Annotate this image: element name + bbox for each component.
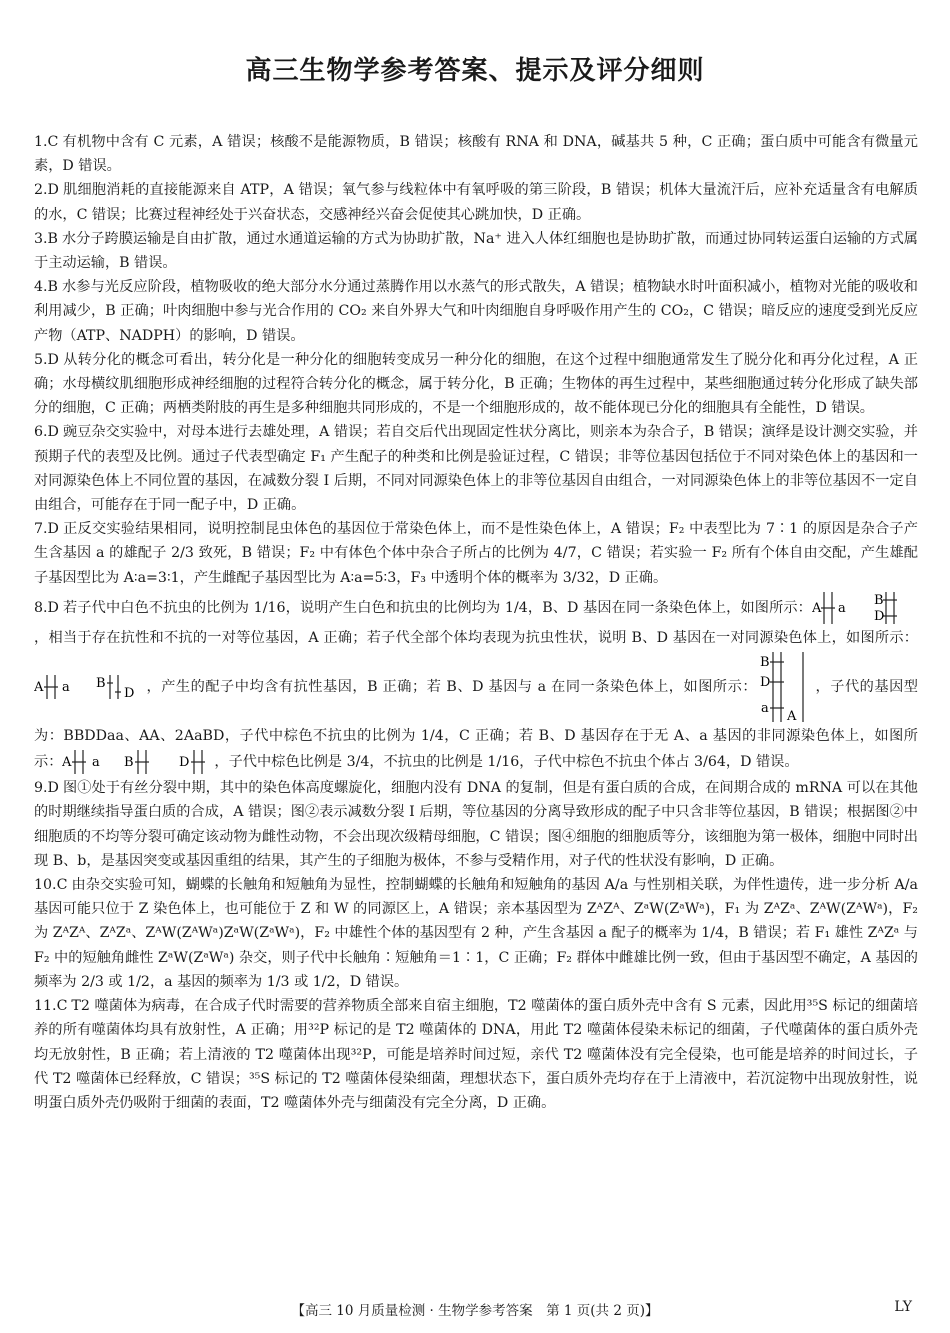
gene-label: B bbox=[874, 592, 884, 608]
answer-text: 从转分化的概念可看出，转分化是一种分化的细胞转变成另一种分化的细胞，在这个过程中细胞通常发生了脱分化和再分化过程，A 正确；水母横纹肌细胞形成神经细胞的过程符合转分化的概念，属于转分化，B 正确；生物体的再生过程中，某些细胞通过转分化形成了缺失部分的细胞，C 正确；两栖类附肢的再生是多种细胞共同形成的，不是一个细胞形成的，故不能体现已分化的细胞具有全能性，D 错误。 bbox=[34, 351, 918, 417]
answer-text: 正反交实验结果相同，说明控制昆虫体色的基因位于常染色体上，而不是性染色体上，A 错误；F₂ 中表型比为 7∶1 的原因是杂合子产生含基因 a 的雄配子 2/3 致死，B 错误；F₂ 中有体色个体中杂合子所占的比例为 4/7，C 错误；若实验一 F₂ 所有个体自由交配，产生雄配子基因型比为 A∶a=3∶1，产生雌配子基因型比为 A∶a=5∶3，F₃ 中透明个体的概率为 3/32，D 正确。 bbox=[34, 521, 918, 586]
gene-label: A bbox=[812, 600, 822, 616]
answer-text: 肌细胞消耗的直接能源来自 ATP，A 错误；氧气参与线粒体中有氧呼吸的第三阶段，B 错误；机体大量流汗后，应补充适量含有电解质的水，C 错误；比赛过程神经处于兴奋状态，交感神经兴奋会促使其心跳加快，D 正确。 bbox=[34, 182, 918, 223]
answer-text: 有机物中含有 C 元素，A 错误；核酸不是能源物质，B 错误；核酸有 RNA 和 DNA，碱基共 5 种，C 正确；蛋白质中可能含有微量元素，D 错误。 bbox=[34, 134, 918, 175]
gene-label: A bbox=[787, 709, 797, 725]
chromosome-diagram-1 bbox=[812, 590, 918, 626]
gene-label: B bbox=[124, 755, 134, 771]
answer-number: 11.C bbox=[34, 998, 68, 1015]
answer-item-11 bbox=[34, 994, 918, 1115]
answer-number: 5.D bbox=[34, 351, 59, 368]
answer-number: 3.B bbox=[34, 230, 58, 247]
answer-text: ，子代的基因型为：BBDDaa、AA、2AaBD，子代中棕色不抗虫的比例为 1/4，C 正确；若 B、D 基因存在于无 A、a 基因的非同源染色体上，如图所示： bbox=[34, 679, 918, 771]
answer-number: 10.C bbox=[34, 877, 68, 894]
answer-item-6 bbox=[34, 420, 918, 517]
answer-item-4 bbox=[34, 275, 918, 348]
chromosome-diagram-2 bbox=[34, 673, 146, 701]
page-code: LY bbox=[894, 1299, 912, 1315]
gene-label: D bbox=[179, 755, 190, 771]
page-title: 高三生物学参考答案、提示及评分细则 bbox=[245, 56, 705, 86]
answer-text: 图①处于有丝分裂中期，其中的染色体高度螺旋化，细胞内没有 DNA 的复制，但是有蛋白质的合成，在间期合成的 mRNA 可以在其他的时期继续指导蛋白质的合成，A 错误；图②表示减数分裂 Ⅰ 后期，等位基因的分离导致形成的配子中只含非等位基因，B 错误；根据图②中细胞质的不均等分裂可确定该动物为雌性动物，不会出现次级精母细胞，C 错误；图④细胞的细胞质等分，该细胞为第一极体，细胞中同时出现 B、b，是基因突变或基因重组的结果，其产生的子细胞为极体，不参与受精作用，对子代的性状没有影响，D 正确。 bbox=[34, 780, 918, 869]
answer-text: 豌豆杂交实验中，对母本进行去雄处理，A 错误；若自交后代出现固定性状分离比，则亲本为杂合子，B 错误；演绎是设计测交实验，并预期子代的表型及比例。通过子代表型确定 F₁ 产生配子的种类和比例是验证过程，C 错误；非等位基因包括位于不同对染色体上的基因和一对同源染色体上不同位置的基因，在减数分裂 Ⅰ 后期，不同对同源染色体上的非等位基因自由组合，一对同源染色体上的非等位基因不一定自由组合，可能存在于同一配子中，D 正确。 bbox=[34, 424, 918, 514]
gene-label: B bbox=[96, 676, 106, 692]
answer-item-2 bbox=[34, 178, 918, 226]
answer-item-9 bbox=[34, 776, 918, 873]
answer-text: 若子代中白色不抗虫的比例为 1/16，说明产生白色和抗虫的比例均为 1/4，B、D 基因在同一条染色体上，如图所示： bbox=[62, 599, 812, 616]
answer-item-5 bbox=[34, 348, 918, 421]
gene-label: a bbox=[92, 755, 101, 771]
answer-item-10 bbox=[34, 873, 918, 994]
answer-number: 8.D bbox=[34, 599, 59, 616]
answer-text: 水参与光反应阶段，植物吸收的绝大部分水分通过蒸腾作用以水蒸气的形式散失，A 错误；植物缺水时叶面积减小，植物对光能的吸收和利用减少，B 正确；叶肉细胞中参与光合作用的 CO₂ 来自外界大气和叶肉细胞自身呼吸作用产生的 CO₂，C 错误；暗反应的速度受到光反应产物（ATP、NADPH）的影响，D 错误。 bbox=[34, 279, 918, 344]
answer-text: 水分子跨膜运输是自由扩散，通过水通道运输的方式为协助扩散，Na⁺ 进入人体红细胞也是协助扩散，而通过协同转运蛋白运输的方式属于主动运输，B 错误。 bbox=[34, 230, 918, 272]
answer-number: 1.C bbox=[34, 134, 59, 150]
answer-list bbox=[34, 130, 918, 1115]
answer-item-8 bbox=[34, 590, 918, 776]
gene-label: A bbox=[34, 680, 44, 696]
gene-label: D bbox=[874, 608, 885, 624]
page-footer: 【高三 10 月质量检测 · 生物学参考答案 第 1 页(共 2 页)】 bbox=[291, 1303, 659, 1319]
answer-number: 4.B bbox=[34, 279, 58, 296]
gene-label: a bbox=[62, 680, 70, 696]
answer-text: 由杂交实验可知，蝴蝶的长触角和短触角为显性，控制蝴蝶的长触角和短触角的基因 A/a 与性别相关联，为伴性遗传，进一步分析 A/a 基因可能只位于 Z 染色体上，也可能位于 Z 和 W 的同源区上，A 错误；亲本基因型为 ZᴬZᴬ、ZᵃW(ZᵃWᵃ)，F₁ 为 ZᴬZᵃ、ZᴬW(ZᴬWᵃ)，F₂ 为 ZᴬZᴬ、ZᴬZᵃ、ZᴬW(ZᴬWᵃ)ZᵃW(ZᵃWᵃ)，F₂ 中雄性个体的基因型有 2 种，产生含基因 a 配子的概率为 1/4，B 错误；若 F₁ 雄性 ZᴬZᵃ 与 F₂ 中的短触角雌性 ZᵃW(ZᵃWᵃ) 杂交，则子代中长触角∶短触角＝1∶1，C 正确；F₂ 群体中雌雄比例一致，但由于基因型不确定，A 基因的频率为 2/3 或 1/2，a 基因的频率为 1/3 或 1/2，D 错误。 bbox=[34, 877, 918, 990]
gene-label: a bbox=[761, 701, 769, 717]
answer-number: 7.D bbox=[34, 521, 59, 538]
answer-item-7 bbox=[34, 517, 918, 590]
answer-text: ，子代中棕色比例是 3/4，不抗虫的比例是 1/16，子代中棕色不抗虫个体占 3/64，D 错误。 bbox=[214, 754, 799, 771]
gene-label: a bbox=[838, 600, 846, 616]
answer-text: T2 噬菌体为病毒，在合成子代时需要的营养物质全部来自宿主细胞，T2 噬菌体的蛋白质外壳中含有 S 元素，因此用³⁵S 标记的细菌培养的所有噬菌体均具有放射性，A 正确；用³²P 标记的是 T2 噬菌体的 DNA，用此 T2 噬菌体侵染未标记的细菌，子代噬菌体的蛋白质外壳均无放射性，B 正确；若上清液的 T2 噬菌体出现³²P，可能是培养时间过短，亲代 T2 噬菌体没有完全侵染，也可能是培养的时间过长，子代 T2 噬菌体已经释放，C 错误；³⁵S 标记的 T2 噬菌体侵染细菌，理想状态下，蛋白质外壳均存在于上清液中，若沉淀物中出现放射性，说明蛋白质外壳仍吸附于细菌的表面，T2 噬菌体外壳与细菌没有完全分离，D 正确。 bbox=[34, 998, 918, 1111]
chromosome-diagram-3 bbox=[757, 650, 815, 724]
answer-number: 9.D bbox=[34, 780, 59, 797]
answer-text: ，产生的配子中均含有抗性基因，B 正确；若 B、D 基因与 a 在同一条染色体上，如图所示： bbox=[146, 679, 758, 696]
gene-label: B bbox=[760, 655, 770, 671]
gene-label: A bbox=[62, 755, 72, 771]
answer-number: 6.D bbox=[34, 424, 59, 441]
gene-label: D bbox=[124, 686, 135, 702]
answer-item-3 bbox=[34, 227, 918, 275]
answer-text: ，相当于存在抗性和不抗的一对等位基因，A 正确；若子代全部个体均表现为抗虫性状，说明 B、D 基因在一对同源染色体上，如图所示： bbox=[34, 629, 918, 646]
answer-number: 2.D bbox=[34, 182, 59, 199]
gene-label: D bbox=[760, 675, 771, 691]
chromosome-diagram-4 bbox=[62, 748, 214, 776]
answer-item-1 bbox=[34, 130, 918, 178]
